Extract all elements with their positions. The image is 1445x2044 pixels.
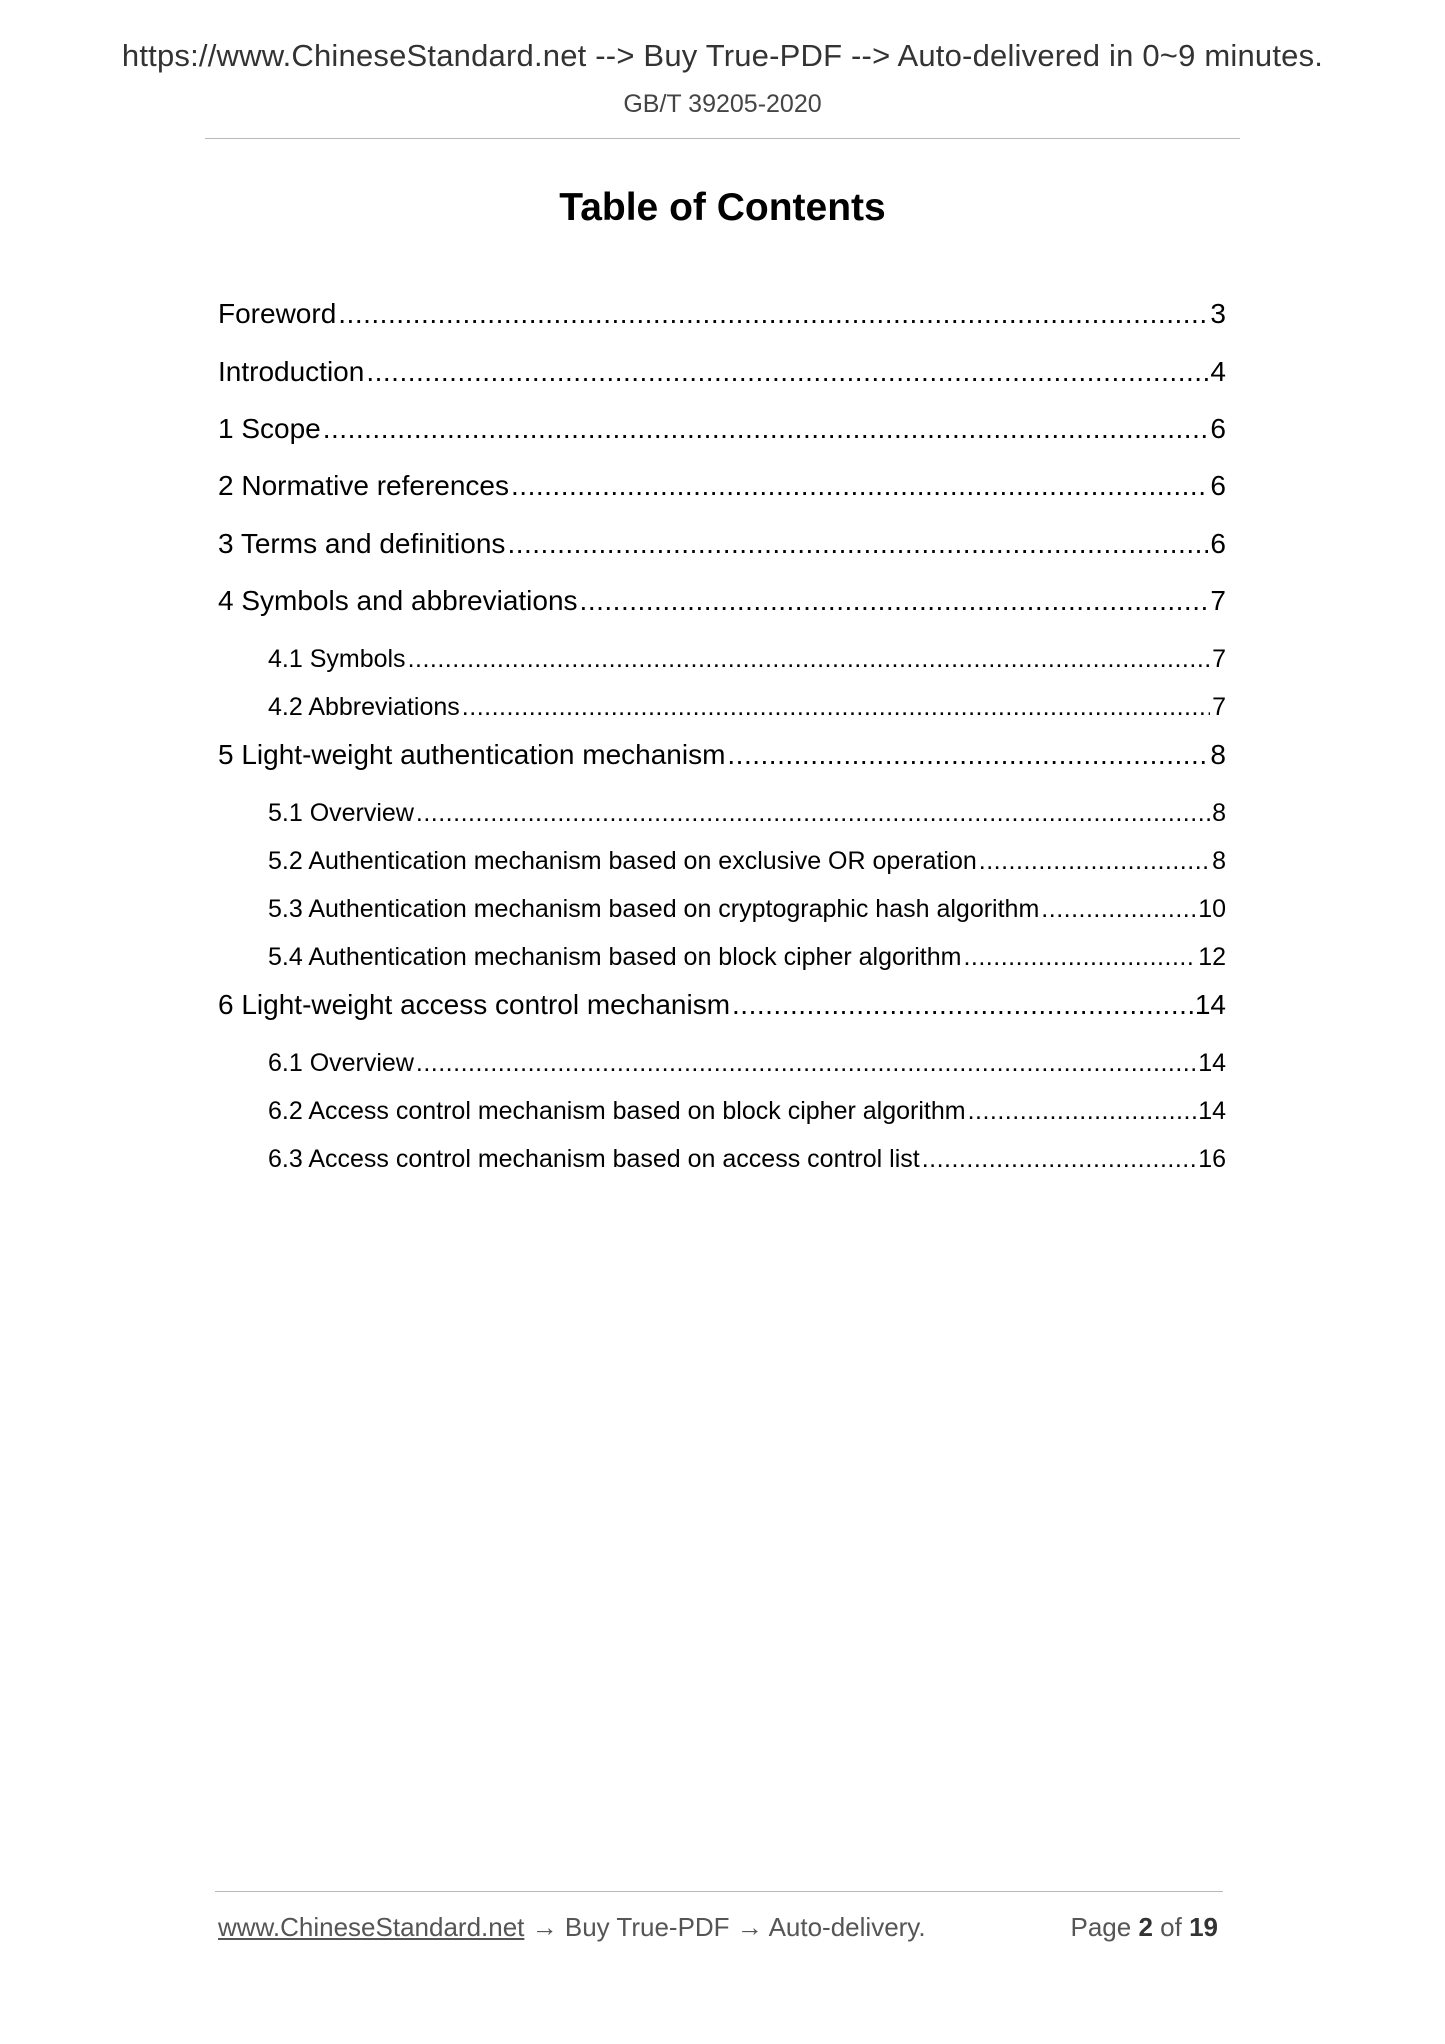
toc-entry-label: 5.2 Authentication mechanism based on exclusive OR operation [268, 847, 977, 875]
toc-entry-label: 5 Light-weight authentication mechanism [218, 739, 726, 770]
dot-leader [408, 645, 1211, 674]
toc-entry-label: 1 Scope [218, 413, 321, 444]
toc-entry-introduction[interactable] [218, 356, 1226, 388]
toc-page-number: 8 [1212, 847, 1226, 875]
toc-entry-label: 5.4 Authentication mechanism based on block cipher algorithm [268, 943, 962, 971]
toc-entry-normative-references[interactable] [218, 470, 1226, 502]
toc-page-number: 14 [1198, 1049, 1226, 1077]
toc-entry-4-1-symbols[interactable] [268, 645, 1226, 674]
dot-leader [963, 943, 1196, 972]
toc-entry-symbols-abbreviations[interactable] [218, 585, 1226, 617]
footer-divider [215, 1891, 1223, 1892]
dot-leader [338, 298, 1208, 330]
toc-page-number: 6 [1210, 528, 1226, 559]
document-code: GB/T 39205-2020 [623, 90, 822, 118]
toc-page-number: 8 [1212, 799, 1226, 827]
total-page-count: 19 [1189, 1912, 1218, 1942]
toc-entry-5-3-hash[interactable] [268, 895, 1226, 924]
current-page-number: 2 [1138, 1912, 1153, 1942]
toc-entry-6-1-overview[interactable] [268, 1049, 1226, 1078]
toc-entry-label: 4.2 Abbreviations [268, 693, 460, 721]
toc-entry-label: Introduction [218, 356, 365, 387]
toc-entry-5-2-xor[interactable] [268, 847, 1226, 876]
toc-entry-label: 4.1 Symbols [268, 645, 406, 673]
dot-leader [732, 989, 1193, 1021]
toc-page-number: 12 [1198, 943, 1226, 971]
toc-page-number: 3 [1210, 298, 1226, 329]
dot-leader [580, 585, 1209, 617]
footer-left [218, 1912, 926, 1943]
dot-leader [979, 847, 1210, 876]
dot-leader [366, 356, 1208, 388]
toc-entry-access-control-mechanism[interactable] [218, 989, 1226, 1021]
toc-entry-4-2-abbreviations[interactable] [268, 693, 1226, 722]
page-of-word: of [1160, 1912, 1182, 1942]
toc-page-number: 7 [1212, 693, 1226, 721]
toc-page-number: 8 [1210, 739, 1226, 770]
dot-leader [416, 799, 1210, 828]
dot-leader [968, 1097, 1197, 1126]
dot-leader [416, 1049, 1196, 1078]
header-divider [205, 138, 1240, 139]
top-banner: https://www.ChineseStandard.net --> Buy True-PDF --> Auto-delivered in 0~9 minutes. [121, 38, 1324, 73]
toc-entry-label: 5.3 Authentication mechanism based on cryptographic hash algorithm [268, 895, 1040, 923]
toc-page-number: 6 [1210, 413, 1226, 444]
toc-entry-label: 6 Light-weight access control mechanism [218, 989, 731, 1020]
toc-page-number: 14 [1194, 989, 1226, 1020]
footer-site-link[interactable]: www.ChineseStandard.net [218, 1912, 525, 1942]
page-word: Page [1070, 1912, 1132, 1942]
toc-page-number: 7 [1212, 645, 1226, 673]
toc-entry-scope[interactable] [218, 413, 1226, 445]
dot-leader [507, 528, 1208, 560]
toc-entry-5-4-block-cipher[interactable] [268, 943, 1226, 972]
dot-leader [323, 413, 1209, 445]
page-indicator [1070, 1912, 1218, 1943]
toc-page-number: 16 [1198, 1145, 1226, 1173]
toc-page-number: 6 [1210, 470, 1226, 501]
dot-leader [1041, 895, 1196, 924]
toc-title: Table of Contents [559, 186, 886, 229]
toc-entry-label: 6.1 Overview [268, 1049, 414, 1077]
toc-entry-6-2-block-cipher[interactable] [268, 1097, 1226, 1126]
toc-entry-label: 3 Terms and definitions [218, 528, 506, 559]
toc-entry-label: 4 Symbols and abbreviations [218, 585, 578, 616]
toc-entry-foreword[interactable] [218, 298, 1226, 330]
toc-entry-6-3-access-control-list[interactable] [268, 1145, 1226, 1174]
toc-page-number: 4 [1210, 356, 1226, 387]
toc-entry-label: 6.2 Access control mechanism based on block cipher algorithm [268, 1097, 966, 1125]
toc-page-number: 7 [1210, 585, 1226, 616]
toc-entry-label: 5.1 Overview [268, 799, 414, 827]
toc-page-number: 10 [1198, 895, 1226, 923]
dot-leader [511, 470, 1208, 502]
toc-entry-label: 6.3 Access control mechanism based on access control list [268, 1145, 920, 1173]
toc-entry-5-1-overview[interactable] [268, 799, 1226, 828]
toc-entry-label: 2 Normative references [218, 470, 510, 501]
dot-leader [922, 1145, 1196, 1174]
toc-entry-authentication-mechanism[interactable] [218, 739, 1226, 771]
toc-entry-label: Foreword [218, 298, 337, 329]
toc-entry-terms-definitions[interactable] [218, 528, 1226, 560]
dot-leader [462, 693, 1210, 722]
dot-leader [727, 739, 1208, 771]
toc-page-number: 14 [1198, 1097, 1226, 1125]
footer-tagline: → Buy True-PDF → Auto-delivery. [524, 1912, 926, 1942]
page-footer [218, 1912, 1218, 1943]
